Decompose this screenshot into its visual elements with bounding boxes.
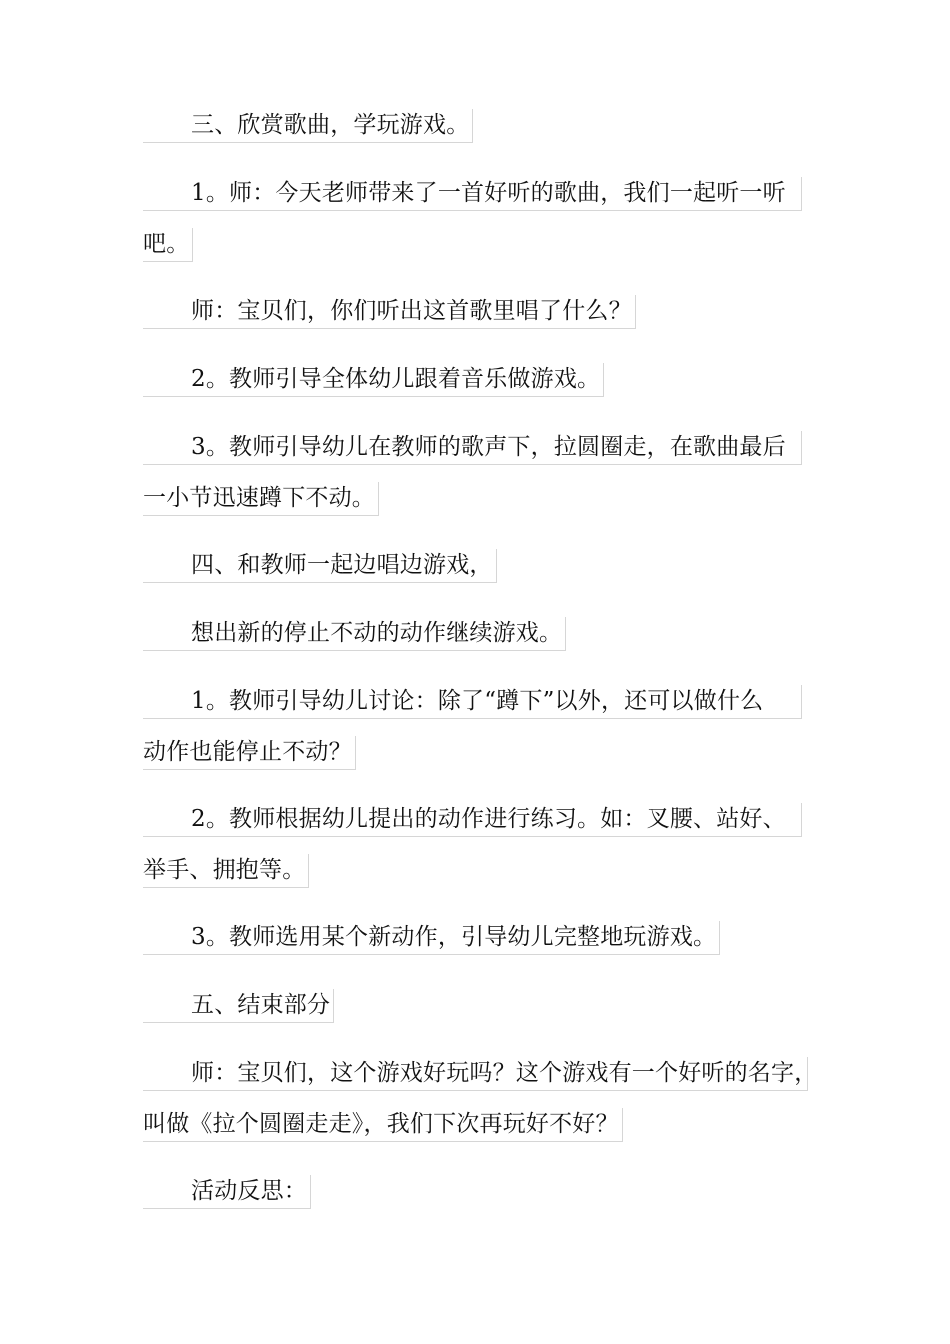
text-line: [143, 793, 808, 844]
text-line: [143, 1165, 808, 1216]
line-text: 四、和教师一起边唱边游戏，: [143, 549, 497, 583]
line-text: 想出新的停止不动的动作继续游戏。: [143, 617, 566, 651]
text-line: [143, 285, 808, 336]
line-text: 1。师：今天老师带来了一首好听的歌曲，我们一起听一听: [143, 177, 802, 211]
line-text: 叫做《拉个圆圈走走》，我们下次再玩好不好？: [143, 1108, 623, 1142]
text-line: [143, 472, 808, 523]
text-line: [143, 421, 808, 472]
text-line: [143, 726, 808, 777]
line-text: 吧。: [143, 228, 193, 262]
paragraph-section-3-heading: [143, 99, 808, 150]
paragraph-closing: [143, 1047, 818, 1149]
text-line: [143, 1047, 818, 1098]
line-text: 3。教师引导幼儿在教师的歌声下，拉圆圈走，在歌曲最后: [143, 431, 802, 465]
paragraph-step-2: [143, 353, 808, 404]
line-text: 1。教师引导幼儿讨论：除了“蹲下”以外，还可以做什么: [143, 685, 802, 719]
text-line: [143, 218, 808, 269]
text-line: [143, 1098, 808, 1149]
paragraph-section-5-heading: [143, 979, 808, 1030]
line-text: 2。教师根据幼儿提出的动作进行练习。如：叉腰、站好、: [143, 803, 802, 837]
text-line: [143, 353, 808, 404]
paragraph-discussion-2: [143, 793, 808, 895]
line-text: 2。教师引导全体幼儿跟着音乐做游戏。: [143, 363, 604, 397]
paragraph-reflection-heading: [143, 1165, 808, 1216]
paragraph-section-4-heading: [143, 539, 808, 590]
text-line: [143, 675, 808, 726]
text-line: [143, 607, 808, 658]
line-text: 五、结束部分: [143, 989, 334, 1023]
line-text: 动作也能停止不动？: [143, 736, 356, 770]
line-text: 举手、拥抱等。: [143, 854, 309, 888]
text-line: [143, 167, 808, 218]
paragraph-discussion-3: [143, 911, 808, 962]
line-text: 师：宝贝们，这个游戏好玩吗？这个游戏有一个好听的名字，: [143, 1057, 808, 1091]
line-text: 一小节迅速蹲下不动。: [143, 482, 379, 516]
text-line: [143, 979, 808, 1030]
text-line: [143, 844, 808, 895]
paragraph-section-4-subheading: [143, 607, 808, 658]
line-text: 师：宝贝们，你们听出这首歌里唱了什么？: [143, 295, 636, 329]
paragraph-teacher-question: [143, 285, 808, 336]
line-text: 活动反思：: [143, 1175, 311, 1209]
text-line: [143, 539, 808, 590]
paragraph-discussion-1: [143, 675, 808, 777]
text-line: [143, 99, 808, 150]
text-line: [143, 911, 808, 962]
line-text: 3。教师选用某个新动作，引导幼儿完整地玩游戏。: [143, 921, 720, 955]
paragraph-step-3: [143, 421, 808, 523]
line-text: 三、欣赏歌曲，学玩游戏。: [143, 109, 473, 143]
paragraph-step-1: [143, 167, 808, 269]
